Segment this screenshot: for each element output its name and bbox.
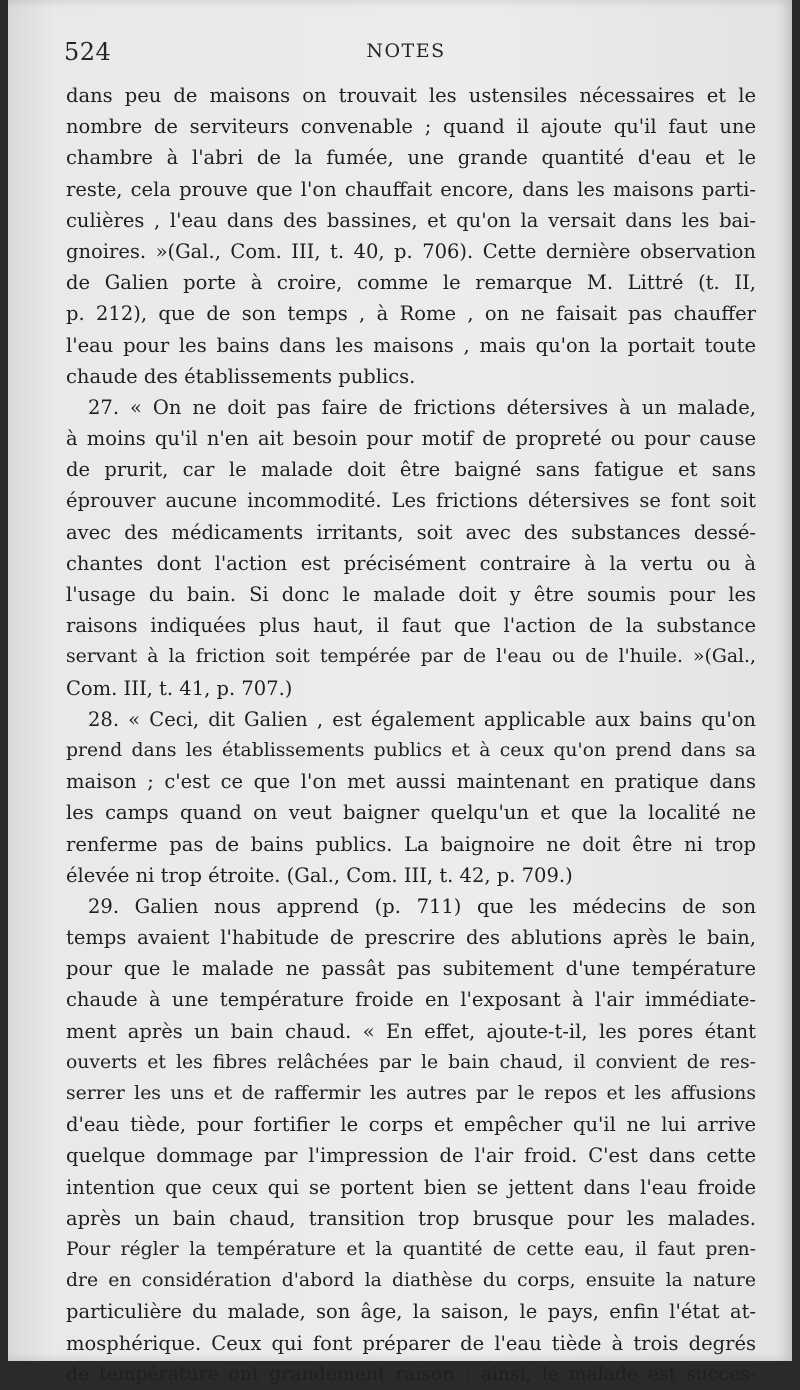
text-line: ouverts et les fibres relâchées par le bain chaud, il convient de res- — [66, 1051, 756, 1073]
text-line: l'eau pour les bains dans les maisons , mais qu'on la portait toute — [66, 333, 756, 357]
text-line: dre en considération d'abord la diathèse du corps, ensuite la nature — [66, 1270, 756, 1292]
text-line: éprouver aucune incommodité. Les frictions détersives se font soit — [66, 489, 756, 513]
text-line: culières , l'eau dans des bassines, et qu'on la versait dans les bai- — [66, 208, 756, 232]
text-line: à moins qu'il n'en ait besoin pour motif de propreté ou pour cause — [66, 427, 756, 451]
text-line: prend dans les établissements publics et à ceux qu'on prend dans sa — [66, 739, 756, 761]
body-text — [66, 80, 756, 1390]
text-line: chantes dont l'action est précisément contraire à la vertu ou à — [66, 551, 756, 575]
text-line: p. 212), que de son temps , à Rome , on ne faisait pas chauffer — [66, 302, 756, 326]
text-line: quelque dommage par l'impression de l'air froid. C'est dans cette — [66, 1144, 756, 1168]
running-head: NOTES — [366, 40, 446, 62]
text-line: 27. « On ne doit pas faire de frictions détersives à un malade, — [88, 395, 756, 419]
text-line: chambre à l'abri de la fumée, une grande quantité d'eau et le — [66, 146, 756, 170]
text-line: gnoires. »(Gal., Com. III, t. 40, p. 706). Cette dernière observation — [66, 239, 756, 263]
text-line: pour que le malade ne passât pas subitement d'une température — [66, 957, 756, 981]
text-line: élevée ni trop étroite. (Gal., Com. III, t. 42, p. 709.) — [66, 863, 573, 887]
text-line: chaude à une température froide en l'exposant à l'air immédiate- — [66, 988, 756, 1012]
page-header — [64, 38, 748, 72]
book-page — [8, 0, 792, 1385]
text-line: de Galien porte à croire, comme le remarque M. Littré (t. II, — [66, 271, 756, 295]
text-line: intention que ceux qui se portent bien se jettent dans l'eau froide — [66, 1175, 756, 1199]
text-line: particulière du malade, son âge, la saison, le pays, enfin l'état at- — [66, 1300, 756, 1324]
text-line: Pour régler la température et la quantité de cette eau, il faut pren- — [66, 1238, 756, 1260]
text-line: temps avaient l'habitude de prescrire des ablutions après le bain, — [66, 926, 756, 950]
text-line: mosphérique. Ceux qui font préparer de l'eau tiède à trois degrés — [66, 1331, 756, 1355]
text-line: de prurit, car le malade doit être baigné sans fatigue et sans — [66, 458, 756, 482]
page-number: 524 — [64, 38, 112, 66]
text-line: reste, cela prouve que l'on chauffait encore, dans les maisons parti- — [66, 177, 756, 201]
text-line: serrer les uns et de raffermir les autres par le repos et les affusions — [66, 1083, 756, 1104]
text-line: ment après un bain chaud. « En effet, ajoute-t-il, les pores étant — [66, 1019, 756, 1043]
text-line: d'eau tiède, pour fortifier le corps et empêcher qu'il ne lui arrive — [66, 1113, 756, 1137]
text-line: 28. « Ceci, dit Galien , est également applicable aux bains qu'on — [88, 707, 756, 731]
text-line: servant à la friction soit tempérée par de l'eau ou de l'huile. »(Gal., — [66, 646, 756, 668]
text-line: les camps quand on veut baigner quelqu'un et que la localité ne — [66, 801, 756, 825]
text-line: avec des médicaments irritants, soit avec des substances dessé- — [66, 520, 756, 544]
text-line: après un bain chaud, transition trop brusque pour les malades. — [66, 1206, 756, 1230]
text-line: l'usage du bain. Si donc le malade doit y être soumis pour les — [66, 583, 756, 606]
text-line: renferme pas de bains publics. La baignoire ne doit être ni trop — [66, 832, 756, 856]
text-line: maison ; c'est ce que l'on met aussi maintenant en pratique dans — [66, 770, 756, 794]
text-line: chaude des établissements publics. — [66, 364, 416, 388]
text-line: nombre de serviteurs convenable ; quand il ajoute qu'il faut une — [66, 115, 756, 139]
text-line: dans peu de maisons on trouvait les ustensiles nécessaires et le — [66, 84, 756, 107]
text-line: de température ont grandement raison : ainsi, le malade est succes- — [66, 1363, 756, 1385]
text-line: Com. III, t. 41, p. 707.) — [66, 676, 293, 700]
text-line: 29. Galien nous apprend (p. 711) que les médecins de son — [88, 894, 756, 918]
text-line: raisons indiquées plus haut, il faut que l'action de la substance — [66, 614, 756, 638]
